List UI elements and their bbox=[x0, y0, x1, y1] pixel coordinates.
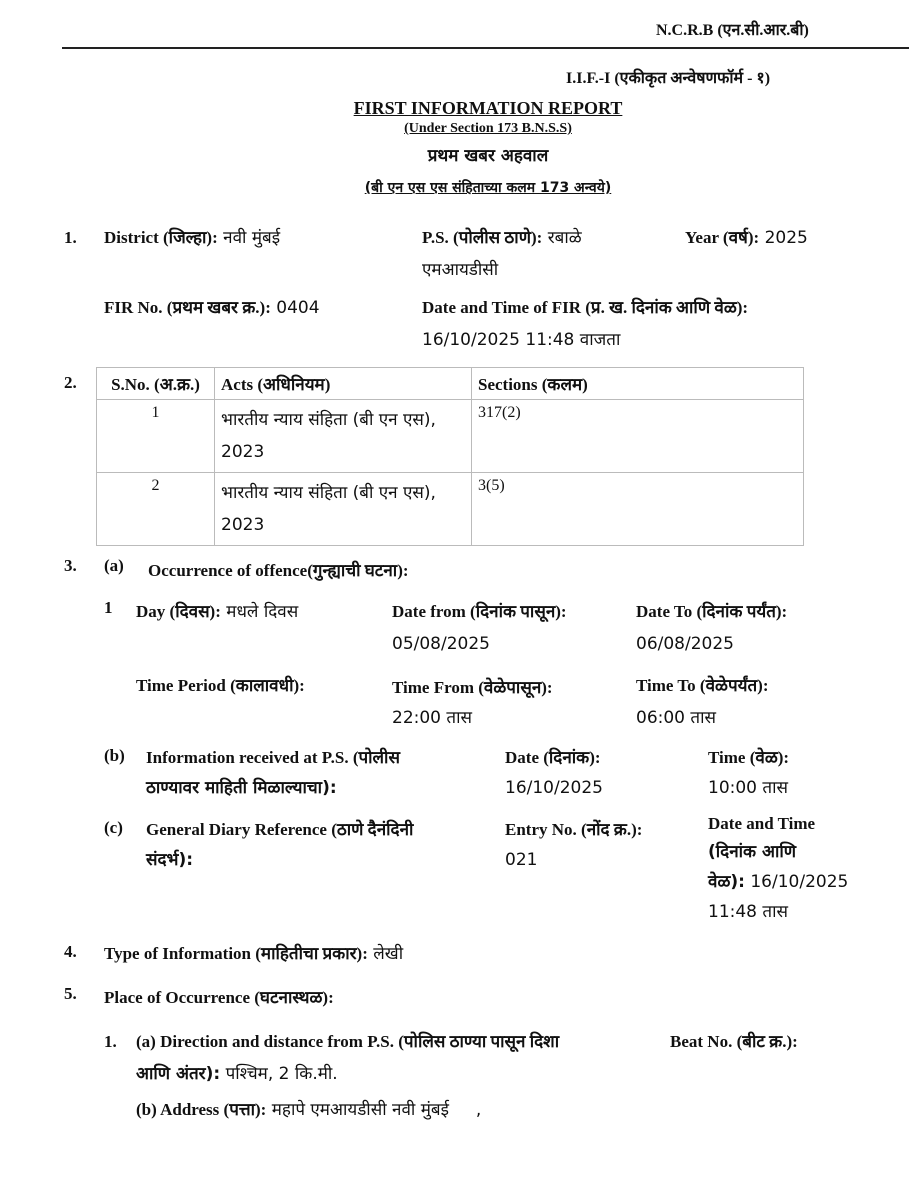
info-time-label: Time (वेळ): bbox=[708, 748, 790, 767]
ncrb-label: N.C.R.B (एन.सी.आर.बी) bbox=[656, 22, 809, 39]
diary-datetime-label-line3: वेळ): bbox=[708, 872, 745, 892]
fir-datetime-value: 16/10/2025 11:48 वाजता bbox=[422, 330, 621, 350]
info-received-label-line1: Information received at P.S. (पोलीस bbox=[146, 748, 400, 767]
section-3a-tag: (a) bbox=[104, 556, 124, 575]
year-label: Year (वर्ष): bbox=[685, 228, 760, 247]
section-3c-tag: (c) bbox=[104, 818, 123, 837]
info-type-value: लेखी bbox=[373, 944, 404, 964]
header-acts: Acts (अधिनियम) bbox=[215, 368, 472, 400]
day-label: Day (दिवस): bbox=[136, 602, 221, 621]
report-title: FIRST INFORMATION REPORT bbox=[353, 98, 623, 118]
ps-value-line1: रबाळे bbox=[547, 228, 582, 248]
occurrence-title: Occurrence of offence(गुन्ह्याची घटना): bbox=[148, 561, 409, 580]
section-3b-tag: (b) bbox=[104, 746, 125, 765]
year-value: 2025 bbox=[764, 228, 808, 248]
info-time-value: 10:00 तास bbox=[708, 778, 788, 798]
info-date-label: Date (दिनांक): bbox=[505, 748, 601, 767]
diary-datetime-line3 bbox=[708, 866, 848, 898]
time-from-label: Time From (वेळेपासून): bbox=[392, 678, 553, 697]
diary-datetime-value: 16/10/2025 bbox=[750, 872, 849, 892]
report-title-marathi: प्रथम खबर अहवाल bbox=[427, 146, 549, 166]
entry-no-value: 021 bbox=[505, 850, 538, 870]
section-2-number: 2. bbox=[64, 373, 77, 392]
occurrence-subnumber: 1 bbox=[104, 598, 113, 617]
place-label: Place of Occurrence (घटनास्थळ): bbox=[104, 988, 334, 1007]
report-subtitle: (Under Section 173 B.N.S.S) bbox=[404, 121, 572, 136]
diary-datetime-label-line1: Date and Time bbox=[708, 814, 816, 833]
district-value: नवी मुंबई bbox=[223, 228, 281, 248]
year-field bbox=[685, 222, 808, 254]
address-label: (b) Address (पत्ता): bbox=[136, 1100, 267, 1119]
header-rule bbox=[62, 47, 909, 49]
fir-datetime-label: Date and Time of FIR (प्र. ख. दिनांक आणि वेळ): bbox=[422, 298, 749, 317]
table-row bbox=[97, 473, 804, 546]
row-sno: 1 bbox=[97, 400, 215, 473]
direction-value: पश्चिम, 2 कि.मी. bbox=[225, 1064, 338, 1084]
time-from-value: 22:00 तास bbox=[392, 708, 472, 728]
row-act: भारतीय न्याय संहिता (बी एन एस), 2023 bbox=[215, 400, 472, 473]
diary-ref-label-line1: General Diary Reference (ठाणे दैनंदिनी bbox=[146, 820, 414, 839]
date-from-value: 05/08/2025 bbox=[392, 634, 490, 654]
time-period-label: Time Period (कालावधी): bbox=[136, 676, 305, 695]
info-type-field bbox=[104, 938, 403, 970]
address-value: महापे एमआयडीसी नवी मुंबई , bbox=[271, 1100, 482, 1120]
fir-value: 0404 bbox=[276, 298, 320, 318]
entry-no-label: Entry No. (नोंद क्र.): bbox=[505, 820, 643, 839]
day-field bbox=[136, 596, 298, 628]
direction-label-line1: (a) Direction and distance from P.S. (पोलिस ठाण्या पासून दिशा bbox=[136, 1032, 560, 1051]
day-value: मधले दिवस bbox=[226, 602, 299, 622]
ps-value-line2: एमआयडीसी bbox=[422, 260, 499, 280]
date-from-label: Date from (दिनांक पासून): bbox=[392, 602, 567, 621]
place-subnumber: 1. bbox=[104, 1032, 117, 1051]
diary-ref-label-line2: संदर्भ): bbox=[146, 850, 194, 870]
header-sections: Sections (कलम) bbox=[472, 368, 804, 400]
header-sno: S.No. (अ.क्र.) bbox=[97, 368, 215, 400]
row-section: 317(2) bbox=[472, 400, 804, 473]
section-3-number: 3. bbox=[64, 556, 77, 575]
report-subtitle-marathi: (बी एन एस एस संहिताच्या कलम 173 अन्वये) bbox=[364, 180, 612, 196]
date-to-label: Date To (दिनांक पर्यंत): bbox=[636, 602, 788, 621]
time-to-label: Time To (वेळेपर्यंत): bbox=[636, 676, 769, 695]
info-received-label-line2: ठाण्यावर माहिती मिळाल्याचा): bbox=[146, 778, 337, 798]
fir-label: FIR No. (प्रथम खबर क्र.): bbox=[104, 298, 271, 317]
section-5-number: 5. bbox=[64, 984, 77, 1003]
section-4-number: 4. bbox=[64, 942, 77, 961]
acts-table bbox=[96, 367, 804, 546]
fir-number-field bbox=[104, 292, 320, 324]
district-field bbox=[104, 222, 280, 254]
time-to-value: 06:00 तास bbox=[636, 708, 716, 728]
row-act: भारतीय न्याय संहिता (बी एन एस), 2023 bbox=[215, 473, 472, 546]
ps-label: P.S. (पोलीस ठाणे): bbox=[422, 228, 543, 247]
section-1-number: 1. bbox=[64, 228, 77, 247]
info-date-value: 16/10/2025 bbox=[505, 778, 603, 798]
info-type-label: Type of Information (माहितीचा प्रकार): bbox=[104, 944, 368, 963]
direction-label-line2: आणि अंतर): bbox=[136, 1064, 221, 1084]
address-field bbox=[136, 1094, 481, 1126]
diary-datetime-label-line2: (दिनांक आणि bbox=[708, 842, 797, 862]
direction-field bbox=[136, 1058, 338, 1090]
acts-table-header bbox=[97, 368, 804, 400]
diary-datetime-value-line2: 11:48 तास bbox=[708, 902, 788, 922]
date-to-value: 06/08/2025 bbox=[636, 634, 734, 654]
iif-label: I.I.F.-I (एकीकृत अन्वेषणफॉर्म - १) bbox=[566, 70, 771, 87]
police-station-field bbox=[422, 222, 582, 254]
beat-no-label: Beat No. (बीट क्र.): bbox=[670, 1032, 798, 1051]
table-row bbox=[97, 400, 804, 473]
row-sno: 2 bbox=[97, 473, 215, 546]
row-section: 3(5) bbox=[472, 473, 804, 546]
district-label: District (जिल्हा): bbox=[104, 228, 218, 247]
